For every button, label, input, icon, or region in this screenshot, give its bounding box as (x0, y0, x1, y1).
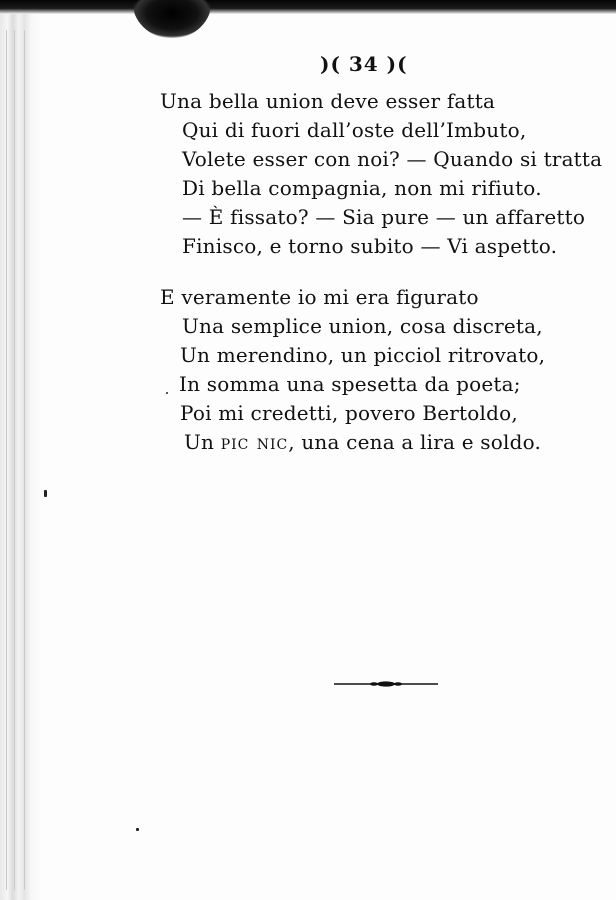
ornament-dot (370, 682, 378, 686)
verse-line: Una bella union deve esser fatta (160, 89, 496, 113)
page-number: )( 34 )( (320, 52, 408, 76)
scan-shadow (132, 0, 212, 38)
verse-line: Qui di fuori dall’oste dell’Imbuto, (182, 118, 527, 142)
verse-line: Di bella compagnia, non mi rifiuto. (182, 176, 542, 200)
verse-text: , una cena a lira e soldo. (288, 430, 542, 454)
ornament-rule (334, 677, 438, 691)
verse-line-last (184, 429, 541, 455)
verse-line: E veramente io mi era figurato (160, 285, 479, 309)
verse-line: Poi mi credetti, povero Bertoldo, (180, 401, 518, 425)
verse-line: Finisco, e torno subito — Vi aspetto. (182, 234, 558, 258)
ink-speck (166, 392, 168, 394)
ink-speck (136, 828, 139, 831)
verse-line: Una semplice union, cosa discreta, (182, 314, 543, 338)
verse-line: Volete esser con noi? — Quando si tratta (182, 147, 603, 171)
verse-text: Un (184, 430, 221, 454)
verse-line: In somma una spesetta da poeta; (179, 372, 521, 396)
verse-line: Un merendino, un picciol ritrovato, (180, 343, 546, 367)
gutter-line (6, 30, 7, 890)
ornament-center (377, 681, 395, 686)
verse-line: — È fissato? — Sia pure — un affaretto (182, 205, 586, 229)
ink-speck (44, 490, 47, 497)
binding-gutter (0, 0, 42, 900)
ornament-dot (394, 682, 402, 686)
verse-small-caps: pic nic (220, 430, 289, 454)
gutter-line (24, 30, 25, 890)
scan-top-edge (0, 0, 616, 14)
gutter-line (14, 30, 15, 890)
